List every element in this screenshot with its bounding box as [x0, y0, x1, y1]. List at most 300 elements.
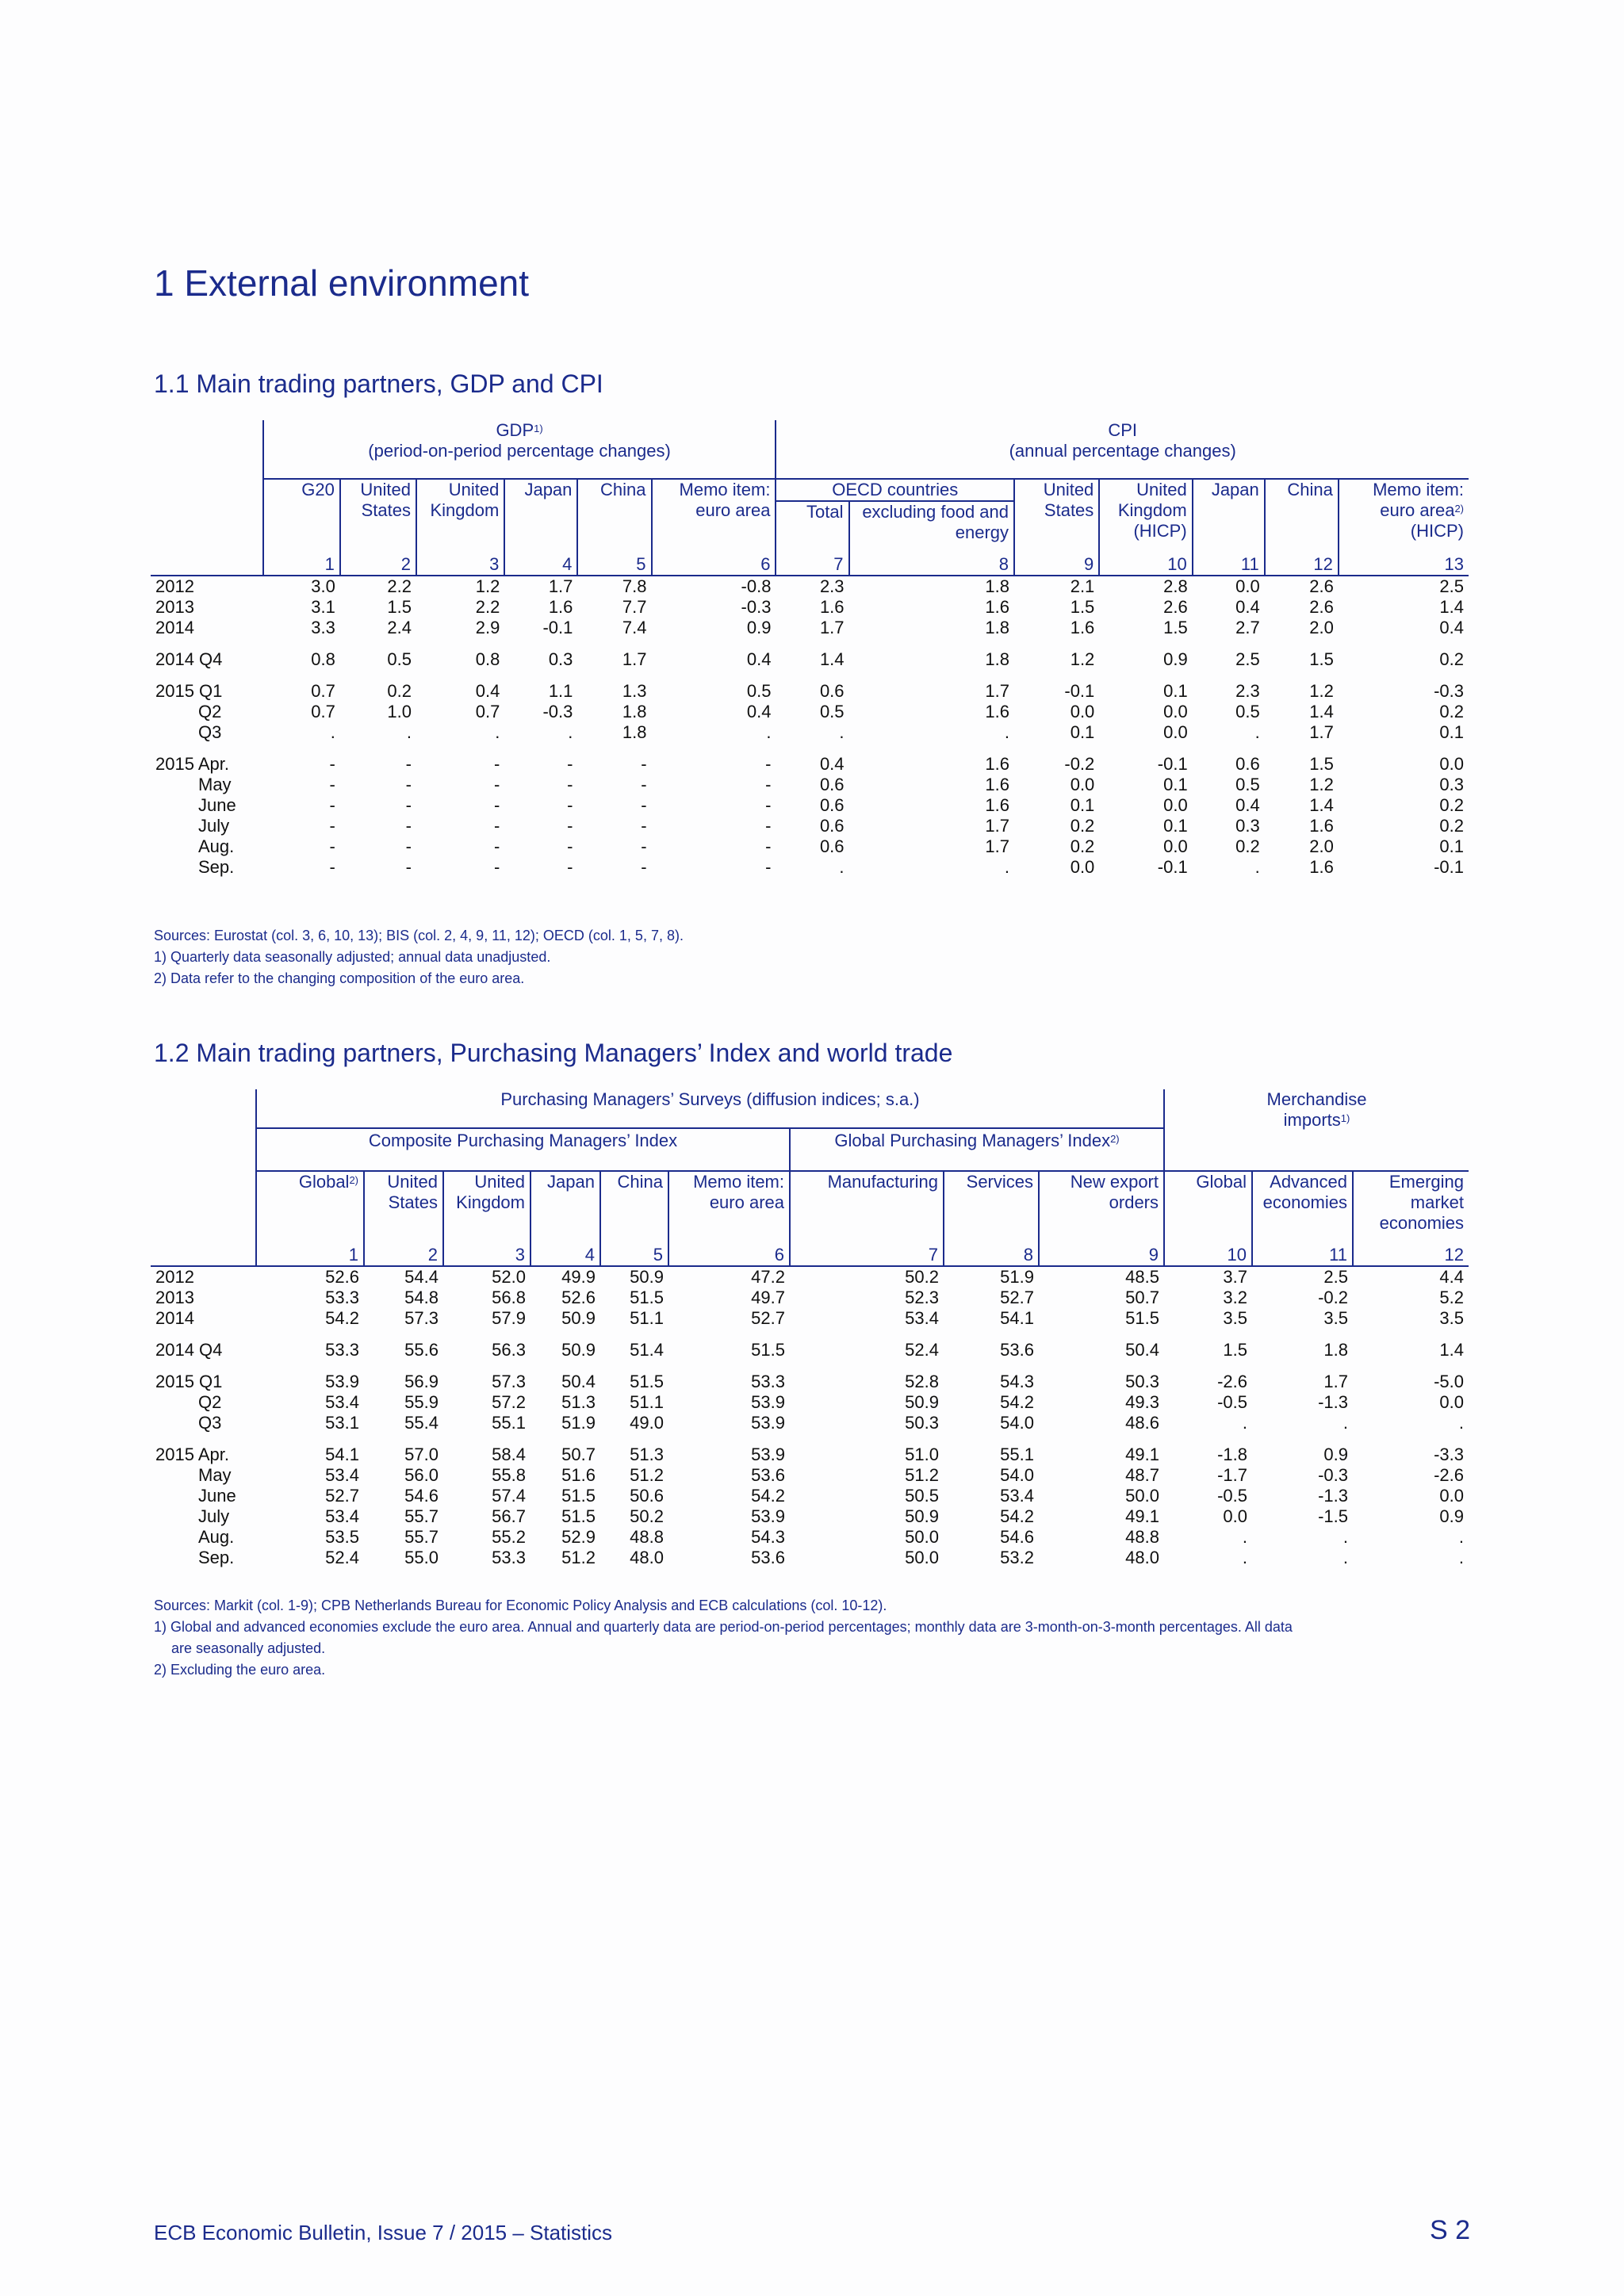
data-cell: 50.2 [905, 1267, 939, 1287]
data-cell: -1.3 [1318, 1486, 1348, 1506]
data-cell: 50.3 [1125, 1372, 1159, 1391]
merch-header-line: Merchandise [1266, 1089, 1367, 1109]
data-cell: 53.4 [325, 1392, 359, 1412]
data-cell: 51.4 [630, 1340, 664, 1360]
data-cell: 50.5 [905, 1486, 939, 1506]
data-cell: 55.7 [404, 1527, 439, 1547]
data-cell: -3.3 [1434, 1445, 1465, 1464]
data-cell: 53.3 [492, 1548, 526, 1567]
data-cell: 55.1 [492, 1413, 526, 1433]
data-cell: 0.3 [1235, 816, 1260, 836]
col-cpi-uk: United Kingdom (HICP) [1099, 479, 1192, 543]
data-cell: . [1458, 1548, 1465, 1567]
data-cell: 50.9 [905, 1506, 939, 1526]
column-number: 7 [790, 1234, 944, 1266]
data-cell: 1.2 [1309, 681, 1334, 701]
data-cell: 50.9 [905, 1392, 939, 1412]
column-number: 10 [1164, 1234, 1252, 1266]
row-label: 2012 [155, 1267, 194, 1287]
row-label: Q3 [198, 1413, 222, 1433]
data-cell: 1.6 [1309, 816, 1334, 836]
data-cell: 2.5 [1235, 649, 1260, 669]
data-cell: 52.4 [905, 1340, 939, 1360]
column-number: 7 [776, 543, 848, 576]
data-cell: - [765, 795, 772, 815]
data-cell: 1.8 [985, 618, 1010, 637]
data-cell: -0.1 [1064, 681, 1095, 701]
data-cell: -1.5 [1318, 1506, 1348, 1526]
data-cell: 0.6 [819, 681, 845, 701]
column-number: 1 [263, 543, 340, 576]
data-cell: 3.5 [1223, 1308, 1247, 1328]
data-cell: 51.2 [905, 1465, 939, 1485]
data-cell: . [495, 722, 500, 742]
data-cell: 0.2 [1235, 836, 1260, 856]
data-cell: 49.7 [751, 1288, 785, 1307]
data-cell: - [493, 775, 500, 794]
data-cell: 58.4 [492, 1445, 526, 1464]
data-cell: - [765, 775, 772, 794]
data-cell: 1.7 [548, 576, 573, 596]
data-cell: 49.3 [1125, 1392, 1159, 1412]
col-japan: Japan [504, 479, 577, 543]
data-cell: 0.1 [1163, 816, 1188, 836]
data-cell: 0.6 [1235, 754, 1260, 774]
data-cell: . [1254, 857, 1260, 877]
data-cell: 0.9 [746, 618, 772, 637]
col-manufacturing: Manufacturing [790, 1171, 944, 1234]
data-cell: -0.1 [1157, 857, 1188, 877]
data-cell: 0.2 [1070, 836, 1095, 856]
data-cell: 50.4 [561, 1372, 596, 1391]
data-cell: 1.1 [548, 681, 573, 701]
table-row [151, 1413, 1469, 1433]
data-cell: 52.7 [1000, 1288, 1034, 1307]
data-cell: 0.0 [1439, 754, 1464, 774]
data-cell: 0.3 [1439, 775, 1464, 794]
data-cell: 1.6 [1309, 857, 1334, 877]
data-cell: 1.7 [985, 816, 1010, 836]
column-number: 8 [944, 1234, 1039, 1266]
col-oecd-total: Total [776, 501, 848, 543]
data-cell: 7.8 [622, 576, 647, 596]
data-cell: 0.1 [1163, 775, 1188, 794]
column-number: 12 [1265, 543, 1339, 576]
data-cell: 2.5 [1323, 1267, 1348, 1287]
row-label: Aug. [198, 836, 235, 856]
data-cell: 51.1 [630, 1392, 664, 1412]
data-cell: 51.5 [561, 1486, 596, 1506]
data-cell: 2.4 [387, 618, 412, 637]
data-cell: 1.5 [387, 597, 412, 617]
table-row [151, 722, 1469, 743]
data-cell: -0.1 [1434, 857, 1464, 877]
table-1-2 [151, 1089, 1469, 1568]
data-cell: 0.9 [1323, 1445, 1348, 1464]
table-1-1-notes [154, 925, 1470, 989]
data-cell: 50.7 [1125, 1288, 1159, 1307]
data-cell: 0.0 [1439, 1392, 1465, 1412]
data-cell: -0.3 [1434, 681, 1464, 701]
cpi-group-header: CPI (annual percentage changes) [776, 420, 1469, 461]
oecd-group: OECD countries [776, 479, 1014, 501]
row-label: 2014 Q4 [155, 649, 223, 669]
data-cell: - [765, 816, 772, 836]
data-cell: 54.2 [751, 1486, 785, 1506]
data-cell: 54.8 [404, 1288, 439, 1307]
data-cell: 1.8 [985, 576, 1010, 596]
row-label: 2015 Apr. [155, 1445, 229, 1464]
data-cell: 52.9 [561, 1527, 596, 1547]
data-cell: 2.3 [1235, 681, 1260, 701]
data-cell: 54.0 [1000, 1413, 1034, 1433]
data-cell: 54.6 [404, 1486, 439, 1506]
data-cell: 1.7 [1309, 722, 1334, 742]
data-cell: 53.9 [751, 1506, 785, 1526]
data-cell: 55.4 [404, 1413, 439, 1433]
global-pmi-header: Global Purchasing Managers’ Index$^{2)}$ [790, 1128, 1164, 1171]
row-label: 2014 [155, 618, 194, 637]
table-row [151, 836, 1469, 857]
data-cell: 50.2 [630, 1506, 664, 1526]
data-cell: . [1242, 1413, 1247, 1433]
composite-pmi-header: Composite Purchasing Managers’ Index [256, 1128, 790, 1171]
data-cell: -5.0 [1434, 1372, 1465, 1391]
row-label: Q2 [198, 1392, 222, 1412]
data-cell: - [567, 816, 573, 836]
data-cell: - [567, 754, 573, 774]
data-cell: - [329, 754, 335, 774]
data-cell: 1.6 [985, 754, 1010, 774]
data-cell: - [641, 857, 647, 877]
data-cell: 0.0 [1163, 722, 1188, 742]
col-uk: United Kingdom [443, 1171, 530, 1234]
data-cell: 0.0 [1235, 576, 1260, 596]
data-cell: 51.1 [630, 1308, 664, 1328]
column-number: 1 [256, 1234, 364, 1266]
data-cell: -0.8 [741, 576, 772, 596]
row-label: Sep. [198, 857, 235, 877]
data-cell: 56.9 [404, 1372, 439, 1391]
col-us: United States [340, 479, 416, 543]
data-cell: - [567, 857, 573, 877]
data-cell: 0.5 [387, 649, 412, 669]
data-cell: 0.9 [1163, 649, 1188, 669]
data-cell: - [641, 816, 647, 836]
data-cell: 54.2 [1000, 1392, 1034, 1412]
data-cell: 1.7 [622, 649, 647, 669]
data-cell: 0.1 [1163, 681, 1188, 701]
row-label: 2013 [155, 597, 194, 617]
data-cell: 0.6 [819, 816, 845, 836]
col-us: United States [364, 1171, 443, 1234]
data-cell: 1.7 [985, 836, 1010, 856]
data-cell: 48.8 [1125, 1527, 1159, 1547]
table-row [151, 1548, 1469, 1568]
data-cell: 53.4 [325, 1465, 359, 1485]
data-cell: . [1458, 1413, 1465, 1433]
data-cell: 55.8 [492, 1465, 526, 1485]
table-row [151, 857, 1469, 878]
data-cell: - [765, 754, 772, 774]
row-label: 2015 Q1 [155, 681, 223, 701]
data-cell: - [329, 795, 335, 815]
data-cell: 1.0 [387, 702, 412, 721]
row-label: Q3 [198, 722, 222, 742]
row-label: May [198, 1465, 232, 1485]
data-cell: 51.6 [561, 1465, 596, 1485]
data-cell: 1.6 [985, 597, 1010, 617]
data-cell: 52.8 [905, 1372, 939, 1391]
data-cell: 54.4 [404, 1267, 439, 1287]
table-row [151, 1392, 1469, 1413]
data-cell: 0.4 [819, 754, 845, 774]
table-row [151, 597, 1469, 618]
data-cell: -0.1 [542, 618, 573, 637]
data-cell: - [567, 795, 573, 815]
data-cell: 0.8 [311, 649, 335, 669]
data-cell: -0.3 [1318, 1465, 1348, 1485]
data-cell: -0.5 [1217, 1392, 1247, 1412]
data-cell: - [765, 836, 772, 856]
column-number: 4 [530, 1234, 600, 1266]
data-cell: 1.3 [622, 681, 647, 701]
data-cell: 0.1 [1439, 722, 1464, 742]
data-cell: 0.6 [819, 836, 845, 856]
table-row [151, 754, 1469, 775]
note-line: 2) Data refer to the changing composition of the euro area. [154, 970, 525, 986]
data-cell: 7.4 [622, 618, 647, 637]
data-cell: 1.5 [1309, 649, 1334, 669]
data-cell: 51.3 [561, 1392, 596, 1412]
row-label: 2015 Q1 [155, 1372, 223, 1391]
table-row [151, 1527, 1469, 1548]
data-cell: 0.4 [1439, 618, 1464, 637]
note-line: Sources: Eurostat (col. 3, 6, 10, 13); BIS (col. 2, 4, 9, 11, 12); OECD (col. 1, 5, 7, 8). [154, 928, 684, 943]
data-cell: 57.2 [492, 1392, 526, 1412]
table-row [151, 1465, 1469, 1486]
data-cell: - [493, 816, 500, 836]
data-cell: 55.6 [404, 1340, 439, 1360]
data-cell: - [493, 836, 500, 856]
data-cell: 47.2 [751, 1267, 785, 1287]
data-cell: 48.5 [1125, 1267, 1159, 1287]
data-cell: 56.0 [404, 1465, 439, 1485]
data-cell: 48.0 [1125, 1548, 1159, 1567]
data-cell: - [641, 754, 647, 774]
data-cell: 1.6 [548, 597, 573, 617]
section-title: 1 External environment [154, 262, 530, 304]
data-cell: 53.4 [325, 1506, 359, 1526]
note-line: Sources: Markit (col. 1-9); CPB Netherlands Bureau for Economic Policy Analysis and ECB calculations (col. 10-12). [154, 1598, 887, 1613]
data-cell: 52.6 [561, 1288, 596, 1307]
data-cell: 0.4 [1235, 795, 1260, 815]
data-cell: 51.2 [561, 1548, 596, 1567]
stub-cell [151, 1234, 256, 1266]
table-row [151, 1288, 1469, 1308]
data-cell: 0.0 [1070, 702, 1095, 721]
data-cell: 0.2 [1439, 649, 1464, 669]
row-label: 2013 [155, 1288, 194, 1307]
data-cell: 53.6 [1000, 1340, 1034, 1360]
data-cell: 3.1 [311, 597, 335, 617]
col-new-export-orders: New export orders [1039, 1171, 1164, 1234]
table-row [151, 1372, 1469, 1392]
gdp-group-header: GDP$^{1)}$ (period-on-period percentage changes) [263, 420, 776, 461]
data-cell: 2.8 [1163, 576, 1188, 596]
data-cell: . [1242, 1548, 1247, 1567]
data-cell: 1.2 [1309, 775, 1334, 794]
data-cell: - [405, 754, 412, 774]
col-services: Services [944, 1171, 1039, 1234]
data-cell: 2.6 [1309, 597, 1334, 617]
data-cell: -0.3 [542, 702, 573, 721]
row-label: May [198, 775, 232, 794]
data-cell: 0.2 [387, 681, 412, 701]
col-cpi-us: United States [1014, 479, 1099, 543]
data-cell: 2.6 [1163, 597, 1188, 617]
table-row [151, 618, 1469, 638]
data-cell: 1.5 [1163, 618, 1188, 637]
data-cell: 52.7 [751, 1308, 785, 1328]
data-cell: 1.6 [1070, 618, 1095, 637]
data-cell: . [1342, 1413, 1348, 1433]
data-cell: 54.1 [1000, 1308, 1034, 1328]
data-cell: 51.0 [905, 1445, 939, 1464]
data-cell: . [330, 722, 335, 742]
data-cell: . [1458, 1527, 1465, 1547]
data-cell: 1.8 [985, 649, 1010, 669]
data-cell: 3.3 [311, 618, 335, 637]
data-cell: . [1342, 1527, 1348, 1547]
data-cell: 53.2 [1000, 1548, 1034, 1567]
data-cell: 3.5 [1323, 1308, 1348, 1328]
data-cell: 51.9 [561, 1413, 596, 1433]
table-row [151, 1506, 1469, 1527]
table-row [151, 681, 1469, 702]
row-label: Aug. [198, 1527, 235, 1547]
col-g20: G20 [263, 479, 340, 543]
column-number: 3 [443, 1234, 530, 1266]
row-label: 2015 Apr. [155, 754, 229, 774]
col-uk: United Kingdom [416, 479, 504, 543]
row-label: July [198, 816, 230, 836]
data-cell: 3.0 [311, 576, 335, 596]
data-cell: - [405, 816, 412, 836]
data-cell: - [405, 795, 412, 815]
col-cpi-japan: Japan [1193, 479, 1265, 543]
table-row [151, 1266, 1469, 1288]
data-cell: 5.2 [1439, 1288, 1465, 1307]
column-number: 10 [1099, 543, 1192, 576]
column-number: 2 [340, 543, 416, 576]
data-cell: 52.0 [492, 1267, 526, 1287]
column-number: 6 [652, 543, 776, 576]
data-cell: 53.4 [905, 1308, 939, 1328]
data-cell: 48.6 [1125, 1413, 1159, 1433]
data-cell: 48.0 [630, 1548, 664, 1567]
data-cell: - [405, 857, 412, 877]
data-cell: 50.0 [905, 1548, 939, 1567]
note-line: 2) Excluding the euro area. [154, 1662, 326, 1678]
data-cell: 53.5 [325, 1527, 359, 1547]
data-cell: 0.6 [819, 795, 845, 815]
data-cell: 1.4 [819, 649, 845, 669]
table-1-2-title: 1.2 Main trading partners, Purchasing Managers’ Index and world trade [154, 1039, 953, 1067]
column-number: 4 [504, 543, 577, 576]
col-cpi-china: China [1265, 479, 1339, 543]
data-cell: 54.3 [751, 1527, 785, 1547]
data-cell: 1.5 [1070, 597, 1095, 617]
data-cell: 1.6 [819, 597, 845, 617]
data-cell: - [641, 775, 647, 794]
data-cell: 0.0 [1070, 775, 1095, 794]
data-cell: 2.5 [1439, 576, 1464, 596]
table-1-2-notes [154, 1595, 1470, 1681]
col-china: China [577, 479, 651, 543]
column-number: 11 [1252, 1234, 1353, 1266]
note-line: are seasonally adjusted. [171, 1640, 326, 1656]
data-cell: 54.2 [325, 1308, 359, 1328]
page-number: S 2 [1429, 2215, 1470, 2245]
table-row [151, 576, 1469, 597]
data-cell: 1.6 [985, 795, 1010, 815]
data-cell: . [839, 722, 845, 742]
data-cell: 49.0 [630, 1413, 664, 1433]
data-cell: 50.6 [630, 1486, 664, 1506]
data-cell: 49.1 [1125, 1506, 1159, 1526]
data-cell: 1.2 [1070, 649, 1095, 669]
data-cell: 0.3 [548, 649, 573, 669]
data-cell: 0.4 [746, 649, 772, 669]
row-label: Sep. [198, 1548, 235, 1567]
data-cell: 0.9 [1439, 1506, 1465, 1526]
data-cell: 53.3 [325, 1288, 359, 1307]
col-oecd-excl: excluding food and energy [849, 501, 1014, 543]
data-cell: 3.2 [1223, 1288, 1247, 1307]
row-label: June [198, 1486, 236, 1506]
row-label: June [198, 795, 236, 815]
data-cell: 1.8 [622, 702, 647, 721]
data-cell: 51.9 [1000, 1267, 1034, 1287]
data-cell: 0.0 [1223, 1506, 1247, 1526]
data-cell: 52.4 [325, 1548, 359, 1567]
data-cell: 53.1 [325, 1413, 359, 1433]
data-cell: 0.7 [311, 681, 335, 701]
data-cell: -1.7 [1217, 1465, 1247, 1485]
data-cell: 0.4 [1235, 597, 1260, 617]
data-cell: 49.1 [1125, 1445, 1159, 1464]
column-number: 3 [416, 543, 504, 576]
data-cell: 51.5 [751, 1340, 785, 1360]
data-cell: 1.6 [985, 702, 1010, 721]
data-cell: 54.1 [325, 1445, 359, 1464]
footer-publication: ECB Economic Bulletin, Issue 7 / 2015 – Statistics [154, 2221, 613, 2244]
note-line: 1) Global and advanced economies exclude the euro area. Annual and quarterly data are period-on-period percentages; monthly data are 3-month-on-3-month percentages. All data [154, 1619, 1293, 1635]
column-number: 8 [849, 543, 1014, 576]
data-cell: 1.7 [985, 681, 1010, 701]
data-cell: 3.5 [1439, 1308, 1465, 1328]
data-cell: 53.3 [325, 1340, 359, 1360]
data-cell: -0.3 [741, 597, 772, 617]
data-cell: 2.3 [819, 576, 845, 596]
data-cell: 0.0 [1163, 795, 1188, 815]
data-cell: 1.6 [985, 775, 1010, 794]
data-cell: . [1342, 1548, 1348, 1567]
pms-group-header: Purchasing Managers’ Surveys (diffusion indices; s.a.) [256, 1089, 1164, 1128]
data-cell: -2.6 [1217, 1372, 1247, 1391]
row-label: Q2 [198, 702, 222, 721]
